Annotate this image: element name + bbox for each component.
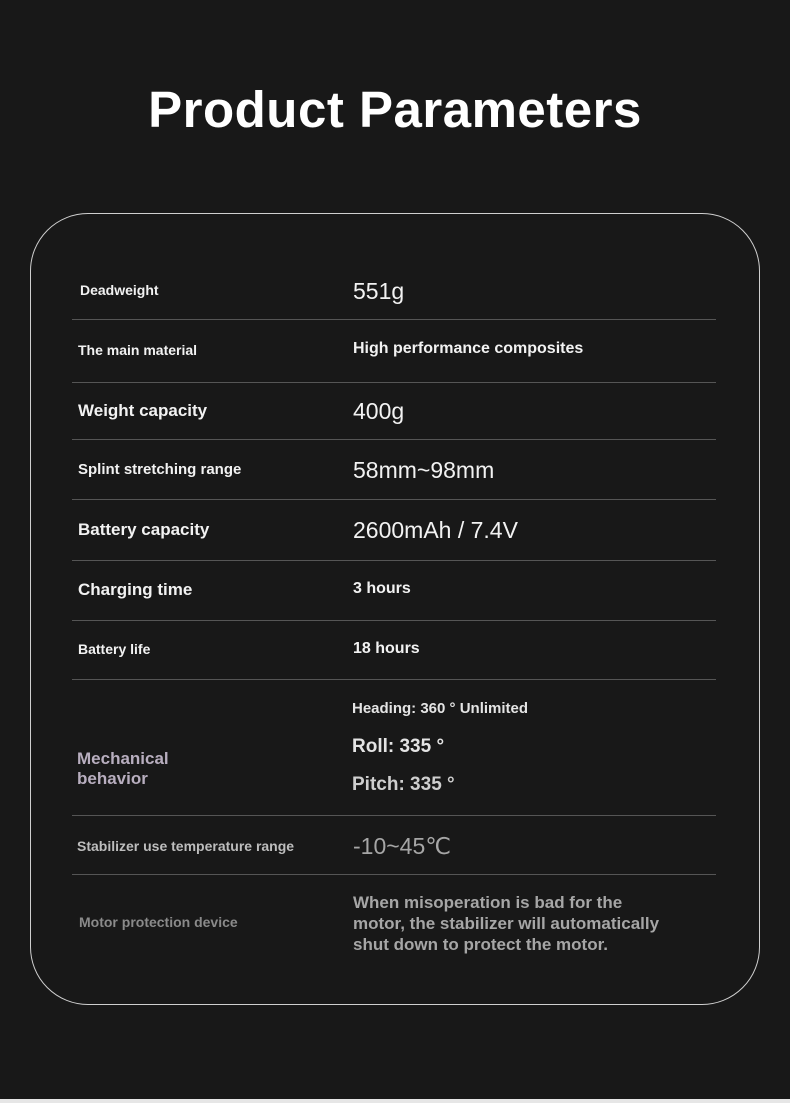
param-row-temperature-range bbox=[72, 816, 716, 875]
param-label: Charging time bbox=[78, 580, 193, 599]
param-label: Battery life bbox=[78, 641, 151, 657]
param-value: 2600mAh / 7.4V bbox=[353, 517, 518, 543]
page-title: Product Parameters bbox=[148, 81, 642, 138]
param-value bbox=[353, 892, 659, 955]
param-value: -10~45℃ bbox=[353, 833, 452, 859]
param-label: Battery capacity bbox=[78, 520, 210, 539]
param-row-mechanical-behavior bbox=[72, 680, 716, 816]
pitch-value: Pitch: 335 ° bbox=[352, 774, 455, 795]
param-value-line: shut down to protect the motor. bbox=[353, 935, 608, 954]
param-row-splint-range bbox=[72, 440, 716, 500]
param-row-weight-capacity bbox=[72, 383, 716, 440]
param-row-battery-capacity bbox=[72, 500, 716, 561]
param-value: High performance composites bbox=[353, 340, 584, 357]
param-label-line: behavior bbox=[77, 769, 148, 788]
roll-value: Roll: 335 ° bbox=[352, 736, 445, 757]
param-value-line: When misoperation is bad for the bbox=[353, 893, 623, 912]
param-label bbox=[77, 749, 169, 789]
param-row-main-material bbox=[72, 320, 716, 383]
param-label: Stabilizer use temperature range bbox=[77, 838, 295, 854]
param-label: The main material bbox=[78, 342, 198, 358]
param-label: Splint stretching range bbox=[78, 461, 242, 478]
mechanical-values bbox=[352, 700, 528, 796]
param-value: 3 hours bbox=[353, 580, 411, 597]
param-value-line: motor, the stabilizer will automatically bbox=[353, 914, 660, 933]
param-value: 400g bbox=[353, 398, 405, 424]
param-label-line: Mechanical bbox=[77, 749, 169, 768]
param-label: Weight capacity bbox=[78, 401, 208, 420]
param-label: Motor protection device bbox=[79, 914, 238, 930]
param-value: 58mm~98mm bbox=[353, 457, 495, 483]
param-row-deadweight bbox=[72, 262, 716, 320]
param-value: 18 hours bbox=[353, 640, 420, 657]
bottom-strip bbox=[0, 1099, 790, 1103]
param-row-motor-protection bbox=[72, 875, 716, 985]
param-row-battery-life bbox=[72, 621, 716, 680]
param-row-charging-time bbox=[72, 561, 716, 621]
heading-value: Heading: 360 ° Unlimited bbox=[352, 700, 529, 717]
param-label: Deadweight bbox=[80, 282, 159, 298]
param-value: 551g bbox=[353, 278, 405, 304]
